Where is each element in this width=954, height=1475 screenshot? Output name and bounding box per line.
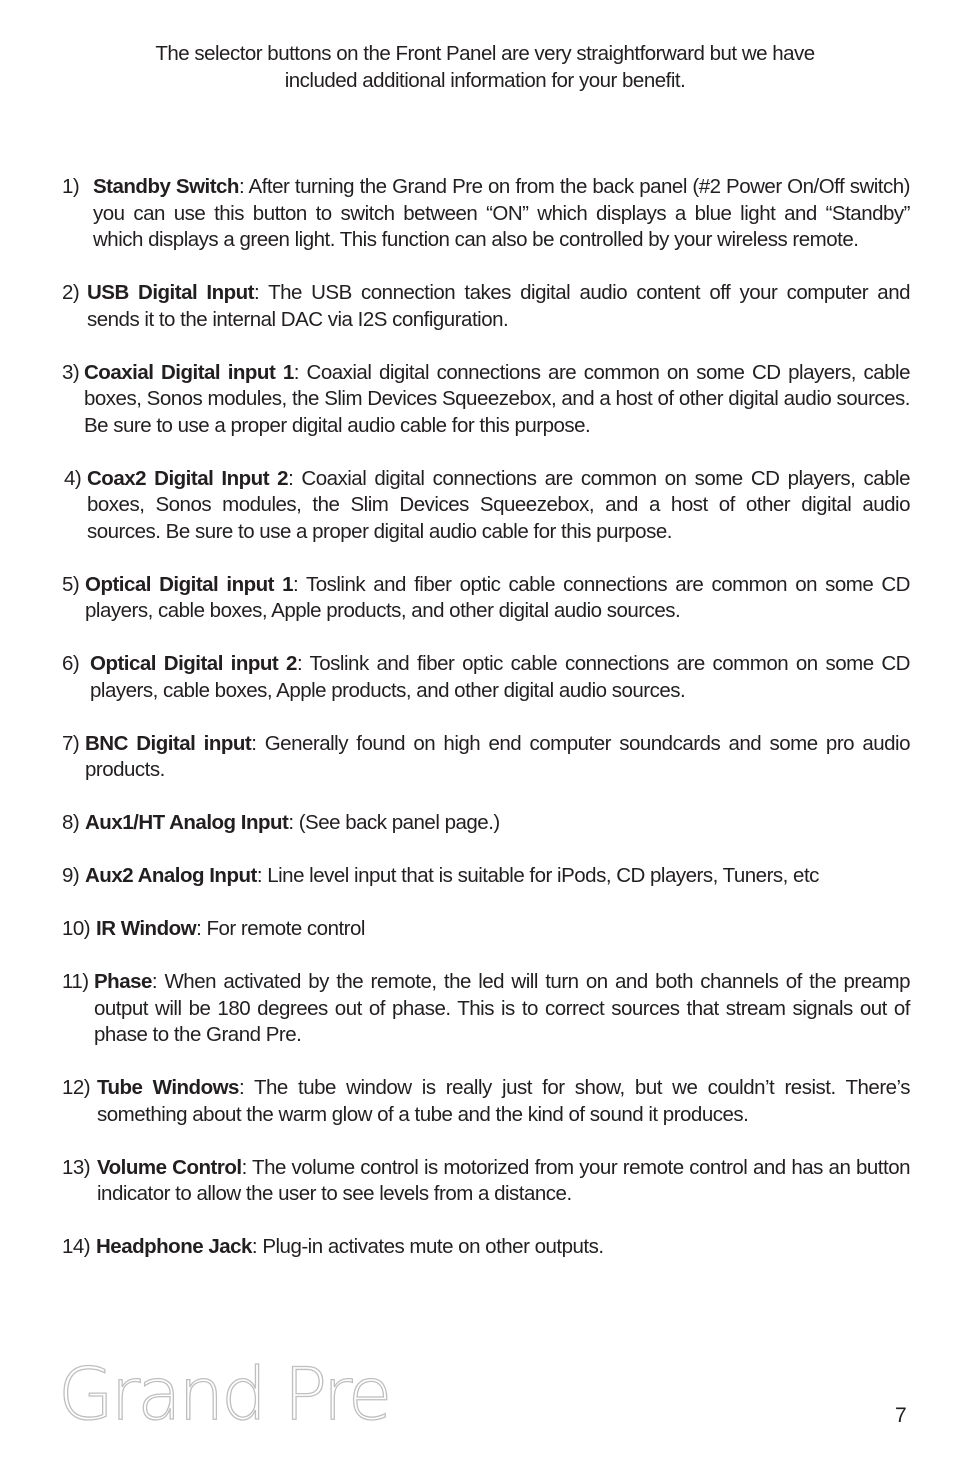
- item-number: 6): [62, 652, 80, 675]
- item-description: : The USB connection takes digital audio content off your computer and sends it to the internal DAC via I2S configuration.: [87, 281, 911, 331]
- intro-text: [0, 40, 954, 94]
- item-title: Aux2 Analog Input: [85, 864, 257, 887]
- item-title: Optical Digital input 2: [90, 652, 297, 675]
- list-item: [62, 466, 910, 546]
- item-description: : For remote control: [196, 917, 365, 940]
- item-title: Headphone Jack: [96, 1235, 252, 1258]
- item-number: 5): [62, 572, 80, 596]
- item-title: Volume Control: [97, 1155, 242, 1179]
- item-number: 1): [62, 175, 80, 198]
- item-number: 11): [62, 970, 89, 993]
- item-title: Coax2 Digital Input 2: [87, 466, 289, 490]
- item-description: : The volume control is motorized from your remote control and has an button indicator to allow the user to see levels from a distance.: [97, 1155, 910, 1205]
- item-title: USB Digital Input: [87, 281, 254, 304]
- item-number: 10): [62, 917, 91, 940]
- item-title: Phase: [94, 970, 152, 993]
- item-description: : Toslink and fiber optic cable connections are common on some CD players, cable boxes, Apple products, and other digital audio sources.: [85, 572, 910, 622]
- item-description: : After turning the Grand Pre on from the back panel (#2 Power On/Off switch) you can use this button to switch between “ON” which displays a blue light and “Standby” which displays a green light. This function can also be controlled by your wireless remote.: [93, 175, 910, 251]
- item-number: 8): [62, 811, 80, 834]
- item-description: : Line level input that is suitable for iPods, CD players, Tuners, etc: [256, 864, 819, 887]
- list-item: [62, 174, 910, 254]
- intro-line-1: The selector buttons on the Front Panel are very straightforward but we have: [155, 42, 815, 65]
- list-item: [62, 360, 910, 440]
- item-number: 9): [62, 864, 80, 887]
- list-item: [62, 863, 910, 890]
- item-number: 12): [62, 1076, 91, 1099]
- list-item: [62, 1155, 910, 1208]
- item-description: : (See back panel page.): [288, 811, 500, 834]
- intro-line-2: included additional information for your benefit.: [284, 69, 686, 92]
- item-description: : Toslink and fiber optic cable connections are common on some CD players, cable boxes, Apple products, and other digital audio sources.: [90, 652, 910, 702]
- item-number: 3): [62, 360, 80, 384]
- item-description: : The tube window is really just for show, but we couldn’t resist. There’s something about the warm glow of a tube and the kind of sound it produces.: [97, 1076, 910, 1126]
- list-item: [62, 916, 910, 943]
- item-title: Aux1/HT Analog Input: [85, 811, 289, 834]
- list-item: [62, 651, 910, 704]
- item-description: : When activated by the remote, the led will turn on and both channels of the preamp output will be 180 degrees out of phase. This is to correct sources that stream signals out of phase to the Grand Pre.: [94, 970, 910, 1046]
- item-number: 7): [62, 731, 80, 755]
- item-description: : Coaxial digital connections are common on some CD players, cable boxes, Sonos modules, the Slim Devices Squeezebox, and a host of other digital audio sources. Be sure to use a proper digital audio cable for this purpose.: [84, 360, 910, 437]
- grand-pre-logo: Grand Pre: [58, 1352, 390, 1436]
- list-item: [62, 810, 910, 837]
- item-number: 4): [64, 466, 82, 490]
- item-number: 14): [62, 1235, 91, 1258]
- item-description: : Plug-in activates mute on other outputs.: [251, 1235, 604, 1258]
- front-panel-list: [62, 174, 910, 1287]
- list-item: [62, 969, 910, 1049]
- list-item: [62, 1234, 910, 1261]
- item-description: : Coaxial digital connections are common on some CD players, cable boxes, Sonos modules, the Slim Devices Squeezebox, and a host of other digital audio sources. Be sure to use a proper digital audio cable for this purpose.: [87, 466, 910, 543]
- item-title: Optical Digital input 1: [85, 572, 294, 596]
- item-title: Coaxial Digital input 1: [84, 360, 294, 384]
- item-title: Standby Switch: [93, 175, 239, 198]
- item-number: 2): [62, 281, 80, 304]
- list-item: [62, 1075, 910, 1128]
- list-item: [62, 731, 910, 784]
- item-title: IR Window: [96, 917, 197, 940]
- list-item: [62, 280, 910, 333]
- item-number: 13): [62, 1155, 91, 1179]
- list-item: [62, 572, 910, 625]
- item-description: : Generally found on high end computer soundcards and some pro audio products.: [85, 731, 910, 781]
- item-title: BNC Digital input: [85, 731, 252, 755]
- page-number: 7: [895, 1404, 907, 1427]
- item-title: Tube Windows: [97, 1076, 239, 1099]
